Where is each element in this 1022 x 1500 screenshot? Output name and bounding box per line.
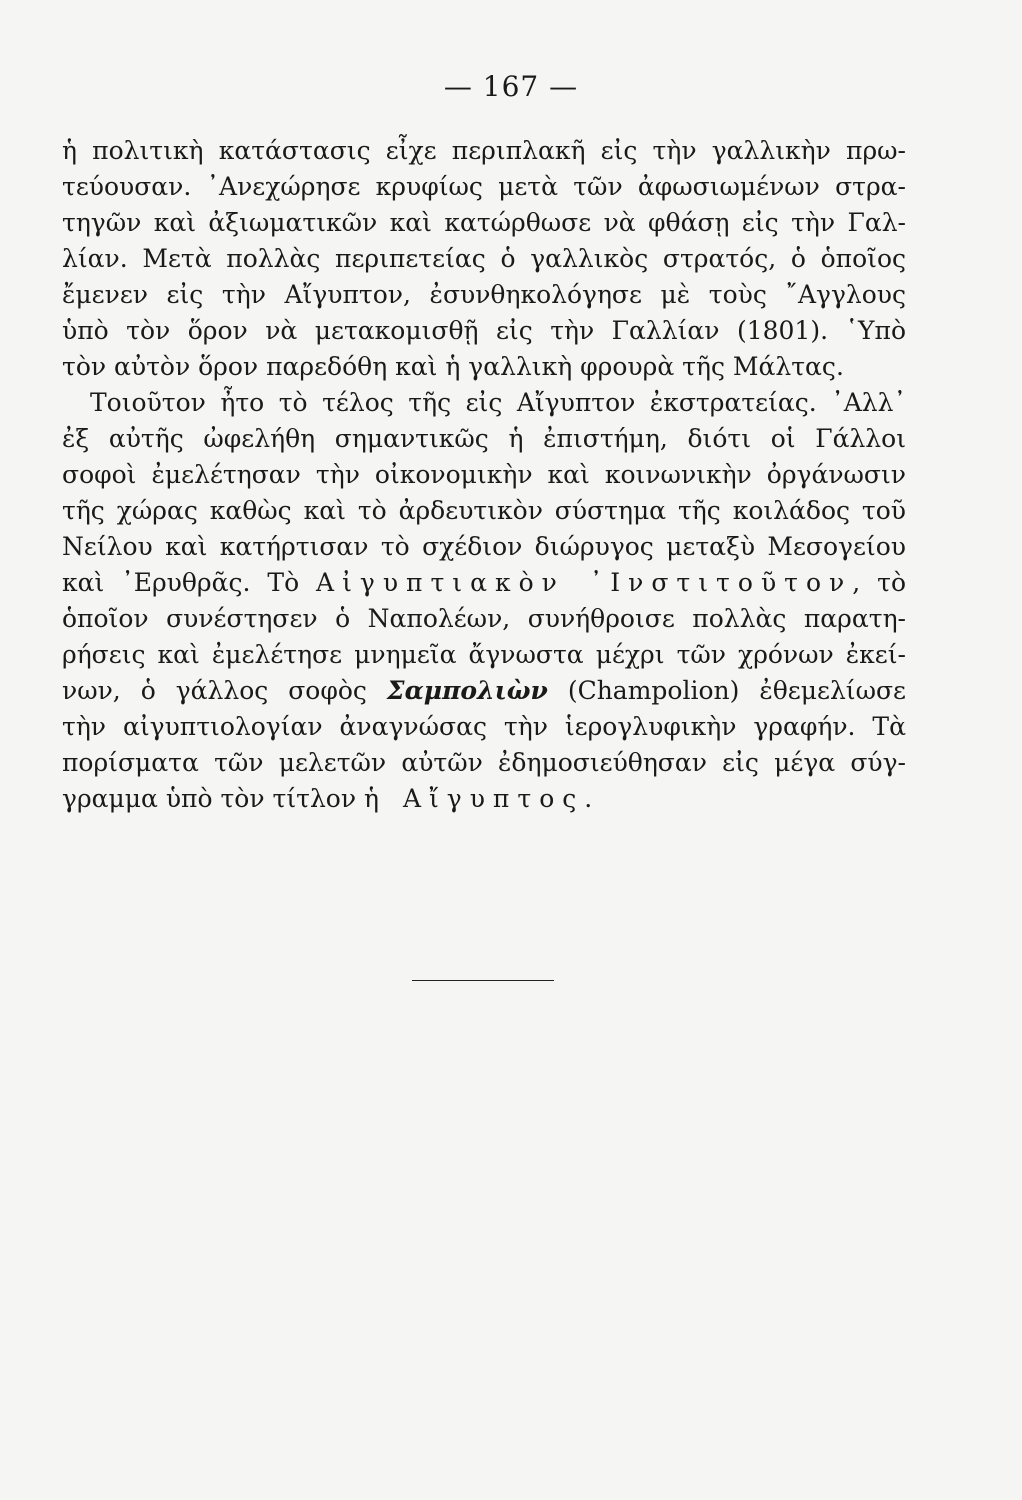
champollion-name: Σαμπολιὼν bbox=[386, 676, 548, 705]
text-line: τηγῶν καὶ ἀξιωματικῶν καὶ κατώρθωσε νὰ φθάσῃ εἰς τὴν Γαλ- bbox=[62, 208, 906, 237]
text-line: ρήσεις καὶ ἐμελέτησε μνημεῖα ἄγνωστα μέχρι τῶν χρόνων ἐκεί- bbox=[62, 640, 906, 669]
text-line: ἐξ αὐτῆς ὠφελήθη σημαντικῶς ἡ ἐπιστήμη, διότι οἱ Γάλλοι bbox=[62, 424, 906, 453]
page-number: — 167 — bbox=[443, 70, 579, 103]
text-line bbox=[62, 781, 906, 817]
text-line: ὑπὸ τὸν ὅρον νὰ μετακομισθῇ εἰς τὴν Γαλλίαν (1801). ῾Υπὸ bbox=[62, 316, 906, 345]
text-line: ὁποῖον συνέστησεν ὁ Ναπολέων, συνήθροισε πολλὰς παρατη- bbox=[62, 604, 906, 633]
text-fragment: . bbox=[584, 784, 593, 813]
text-line: τὴν αἰγυπτιολογίαν ἀναγνώσας τὴν ἱερογλυφικὴν γραφήν. Τὰ bbox=[62, 712, 906, 741]
text-fragment: καὶ ᾿Ερυθρᾶς. Τὸ bbox=[62, 568, 317, 597]
text-line: ἔμενεν εἰς τὴν Αἴγυπτον, ἐσυνθηκολόγησε μὲ τοὺς ῎Αγγλους bbox=[62, 280, 906, 309]
work-title: ἡ Αἴγυπτος bbox=[364, 784, 585, 813]
text-line: ἡ πολιτικὴ κατάστασις εἶχε περιπλακῆ εἰς τὴν γαλλικὴν πρω- bbox=[62, 136, 906, 165]
text-line: τῆς χώρας καθὼς καὶ τὸ ἀρδευτικὸν σύστημα τῆς κοιλάδος τοῦ bbox=[62, 496, 906, 525]
text-fragment: νων, ὁ γάλλος σοφὸς bbox=[62, 676, 387, 705]
text-line: πορίσματα τῶν μελετῶν αὐτῶν ἐδημοσιεύθησαν εἰς μέγα σύγ- bbox=[62, 748, 906, 777]
text-line bbox=[62, 565, 906, 601]
section-divider bbox=[412, 980, 554, 981]
text-line: Νείλου καὶ κατήρτισαν τὸ σχέδιον διώρυγος μεταξὺ Μεσογείου bbox=[62, 532, 906, 561]
text-fragment: , τὸ bbox=[852, 568, 906, 597]
text-line: τὸν αὐτὸν ὅρον παρεδόθη καὶ ἡ γαλλικὴ φρουρὰ τῆς Μάλτας. bbox=[62, 352, 844, 381]
body-text bbox=[62, 133, 906, 817]
institute-name: Αἰγυπτιακὸν ᾿Ινστιτοῦτον bbox=[316, 568, 853, 597]
text-line: λίαν. Μετὰ πολλὰς περιπετείας ὁ γαλλικὸς στρατός, ὁ ὁποῖος bbox=[62, 244, 906, 273]
text-line: Τοιοῦτον ἦτο τὸ τέλος τῆς εἰς Αἴγυπτον ἐκστρατείας. ᾿Αλλ᾿ bbox=[90, 388, 906, 417]
text-line: σοφοὶ ἐμελέτησαν τὴν οἰκονομικὴν καὶ κοινωνικὴν ὀργάνωσιν bbox=[62, 460, 906, 489]
text-line: τεύουσαν. ᾿Ανεχώρησε κρυφίως μετὰ τῶν ἀφωσιωμένων στρα- bbox=[62, 172, 906, 201]
text-fragment: (Champolion) ἐθεμελίωσε bbox=[547, 676, 907, 705]
text-fragment: γραμμα ὑπὸ τὸν τίτλον bbox=[62, 784, 365, 813]
text-line bbox=[62, 673, 906, 709]
